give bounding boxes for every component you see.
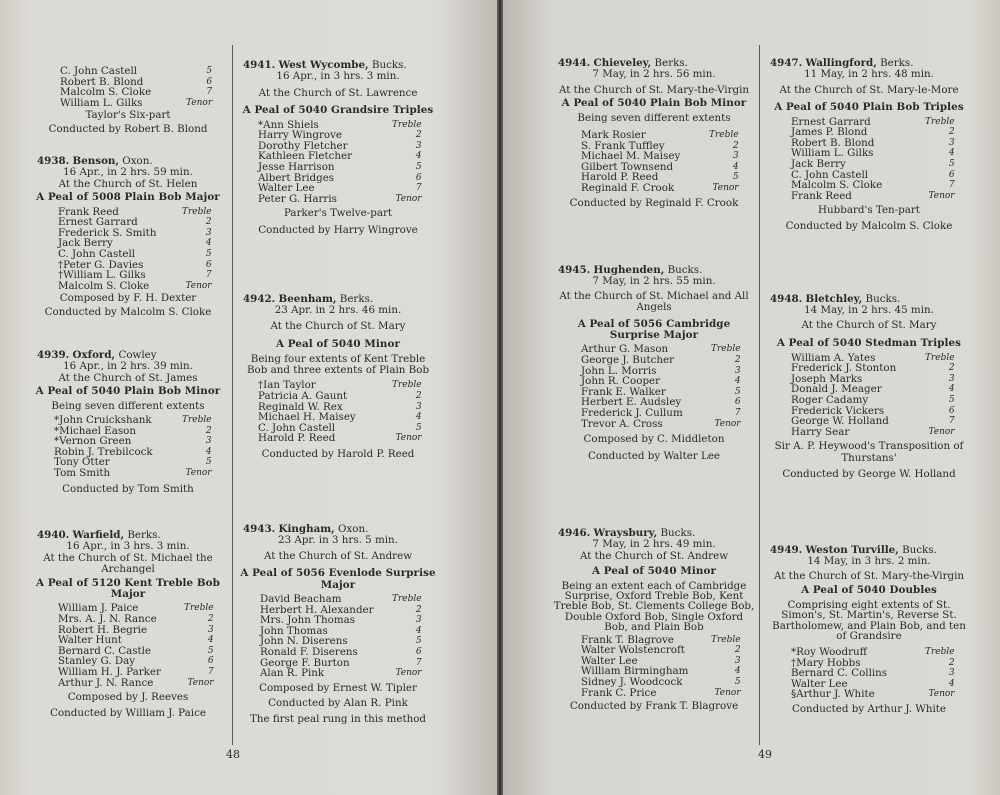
ringer-row: William L. Gilks Tenor: [60, 96, 213, 109]
ringer-row: Reginald F. Crook Tenor: [581, 182, 739, 194]
peal-date: 16 Apr., in 2 hrs. 39 min.: [63, 360, 193, 373]
ringer-row: Harry Sear Tenor: [791, 425, 955, 438]
ringer-list: [58, 603, 214, 688]
ringer-row: William L. Gilks 4: [791, 147, 955, 160]
ringer-row: Malcolm S. Cloke 7: [791, 179, 955, 192]
peal-header: 4942. Beenham, Berks.: [243, 293, 374, 305]
peal-4947: [765, 58, 973, 232]
peal-4938: [32, 156, 224, 318]
peal-header: 4945. Hughenden, Bucks.: [558, 264, 703, 276]
ringer-row: Robert B. Blond 3: [791, 136, 955, 149]
ringer-row: Frederick Vickers 6: [791, 404, 955, 417]
ringer-list: [791, 353, 955, 438]
composer-note: Composed by F. H. Dexter: [59, 292, 197, 305]
conductor-note: Conducted by Malcolm S. Cloke: [785, 219, 953, 232]
peal-church: At the Church of St. Michael and All Angels: [559, 289, 749, 314]
ringer-row: †Mary Hobbs 2: [791, 656, 955, 669]
peal-subtitle: Being seven different extents: [51, 399, 205, 412]
conductor-note: Conducted by Arthur J. White: [791, 702, 947, 715]
ringer-row: Herbert H. Alexander 2: [260, 603, 422, 616]
ringer-list: [791, 647, 955, 700]
peal-subtitle: Being seven different extents: [577, 111, 731, 124]
peal-title: A Peal of 5040 Stedman Triples: [776, 337, 962, 350]
peal-date: 7 May, in 2 hrs. 56 min.: [592, 68, 716, 81]
peal-title: A Peal of 5056 Evenlode Surprise Major: [240, 567, 436, 591]
peal-title: A Peal of 5008 Plain Bob Major: [36, 191, 220, 204]
ringer-row: Tom Smith Tenor: [54, 467, 212, 479]
ringer-row: Mark Rosier Treble: [581, 129, 739, 142]
ringer-row: Jack Berry 5: [791, 158, 955, 170]
ringer-row: Frank C. Price Tenor: [581, 686, 741, 699]
peal-4941: [238, 60, 438, 236]
peal-4943: [238, 524, 438, 725]
composition-note: Taylor's Six-part: [85, 109, 171, 122]
ringer-row: Bernard C. Collins 3: [791, 667, 955, 680]
ringer-row: Michael H. Maisey 4: [258, 411, 422, 424]
ringer-row: Peter G. Harris Tenor: [258, 192, 422, 205]
ringer-row: George F. Burton 7: [260, 656, 422, 669]
ringer-row: †Peter G. Davies 6: [58, 258, 212, 271]
ringer-row: John N. Diserens 5: [260, 635, 422, 648]
ringer-row: Reginald W. Rex 3: [258, 400, 422, 413]
peal-header: 4939. Oxford, Cowley: [37, 349, 157, 361]
composition-note: Sir A. P. Heywood's Transposition of Thurstans': [774, 440, 964, 464]
ringer-row: Roger Cadamy 5: [791, 394, 955, 406]
peal-subtitle: Comprising eight extents of St. Simon's, St. Martin's, Reverse St. Bartholomew, and Plain Bob, and ten of Grandsire: [772, 598, 966, 643]
peal-header: 4948. Bletchley, Bucks.: [770, 293, 901, 305]
composer-note: Composed by J. Reeves: [67, 691, 189, 704]
peal-header: 4947. Wallingford, Berks.: [770, 57, 914, 69]
ringer-row: Trevor A. Cross Tenor: [581, 417, 741, 430]
ringer-row: Robin J. Trebilcock 4: [54, 445, 212, 458]
peal-title: A Peal of 5056 Cambridge Surprise Major: [577, 317, 731, 342]
peal-4945: [553, 265, 755, 462]
peal-church: At the Church of St. Andrew: [263, 549, 413, 562]
ringer-row: John L. Morris 3: [581, 364, 741, 377]
peal-4940: [32, 530, 224, 719]
peal-4949: [765, 545, 973, 715]
ringer-row: Frank T. Blagrove Treble: [581, 633, 741, 646]
peal-date: 16 Apr., in 2 hrs. 59 min.: [63, 166, 193, 179]
peal-4942: [238, 294, 438, 460]
ringer-row: Ronald F. Diserens 6: [260, 646, 422, 658]
ringer-row: William A. Yates Treble: [791, 351, 955, 364]
peal-date: 11 May, in 2 hrs. 48 min.: [804, 68, 934, 81]
ringer-row: Walter Lee 7: [258, 182, 422, 195]
peal-continued: [32, 66, 224, 135]
ringer-row: Stanley G. Day 6: [58, 655, 214, 668]
ringer-row: Robert B. Blond 6: [60, 75, 213, 88]
ringer-row: John R. Cooper 4: [581, 375, 741, 388]
ringer-row: George W. Holland 7: [791, 415, 955, 428]
method-note: The first peal rung in this method: [249, 712, 427, 725]
conductor-note: Conducted by Alan R. Pink: [268, 697, 408, 710]
ringer-row: Walter Wolstencroft 2: [581, 644, 741, 657]
ringer-list: [581, 344, 741, 429]
ringer-row: George J. Butcher 2: [581, 354, 741, 367]
peal-4946: [553, 528, 755, 713]
column-rule: [759, 45, 760, 745]
ringer-row: Patricia A. Gaunt 2: [258, 390, 422, 403]
peal-4948: [765, 294, 973, 481]
left-page: [0, 0, 497, 795]
peal-header: 4949. Weston Turville, Bucks.: [770, 544, 937, 556]
composition-note: Hubbard's Ten-part: [818, 204, 920, 217]
ringer-list: [58, 207, 212, 292]
conductor-note: Conducted by Malcolm S. Cloke: [44, 305, 212, 318]
ringer-row: Frank E. Walker 5: [581, 385, 741, 398]
ringer-row: William J. Paice Treble: [58, 602, 214, 615]
ringer-row: Frederick J. Cullum 7: [581, 407, 741, 419]
conductor-note: Conducted by Tom Smith: [62, 482, 194, 495]
ringer-list: [258, 120, 422, 205]
composer-note: Composed by Ernest W. Tipler: [259, 681, 417, 694]
ringer-row: Ernest Garrard 2: [58, 216, 212, 229]
peal-header: 4940. Warfield, Berks.: [37, 529, 161, 541]
peal-title: A Peal of 5040 Minor: [276, 338, 400, 351]
peal-date: 23 Apr. in 2 hrs. 46 min.: [274, 304, 402, 317]
ringer-row: Jack Berry 4: [58, 237, 212, 250]
column-rule: [232, 45, 233, 745]
page-number-left: 48: [226, 748, 240, 761]
peal-date: 14 May, in 2 hrs. 45 min.: [804, 304, 934, 317]
ringer-row: Frederick J. Stonton 2: [791, 362, 955, 375]
ringer-row: Harold P. Reed Tenor: [258, 432, 422, 445]
ringer-row: C. John Castell 5: [58, 248, 212, 260]
conductor-note: Conducted by William J. Paice: [50, 706, 206, 719]
conductor-note: Conducted by Reginald F. Crook: [569, 196, 739, 209]
ringer-row: *Michael Eason 2: [54, 424, 212, 437]
ringer-row: Michael M. Maisey 3: [581, 150, 739, 163]
ringer-row: *Ann Shiels Treble: [258, 118, 422, 131]
peal-date: 14 May, in 3 hrs. 2 min.: [807, 555, 931, 568]
conductor-note: Conducted by Frank T. Blagrove: [569, 700, 739, 713]
ringer-row: James P. Blond 2: [791, 126, 955, 139]
peal-date: 23 Apr. in 3 hrs. 5 min.: [278, 534, 398, 547]
ringer-row: John Thomas 4: [260, 624, 422, 637]
ringer-list: [258, 380, 422, 444]
ringer-row: Frederick S. Smith 3: [58, 226, 212, 239]
ringer-row: *Roy Woodruff Treble: [791, 646, 955, 658]
ringer-row: C. John Castell 5: [258, 421, 422, 434]
conductor-note: Conducted by Walter Lee: [587, 449, 721, 462]
ringer-row: Gilbert Townsend 4: [581, 160, 739, 173]
right-page: [503, 0, 1000, 795]
ringer-row: Frank Reed Treble: [58, 205, 212, 218]
ringer-row: David Beacham Treble: [260, 593, 422, 606]
peal-date: 16 Apr., in 3 hrs. 3 min.: [66, 540, 190, 553]
ringer-row: Harold P. Reed 5: [581, 171, 739, 184]
ringer-row: Harry Wingrove 2: [258, 129, 422, 142]
ringer-row: Walter Lee 3: [581, 654, 741, 667]
peal-church: At the Church of St. James: [58, 371, 198, 384]
conductor-note: Conducted by George W. Holland: [782, 468, 956, 481]
peal-church: At the Church of St. Mary-the-Virgin: [558, 83, 750, 96]
ringer-row: William H. J. Parker 7: [58, 666, 214, 678]
ringer-row: S. Frank Tuffley 2: [581, 139, 739, 152]
ringer-row: Tony Otter 5: [54, 456, 212, 469]
ringer-row: Albert Bridges 6: [258, 171, 422, 184]
peal-church: At the Church of St. Andrew: [579, 549, 729, 562]
peal-4944: [553, 58, 755, 209]
peal-church: At the Church of St. Mary-the-Virgin: [773, 569, 965, 582]
peal-church: At the Church of St. Lawrence: [258, 86, 418, 99]
ringer-row: Robert H. Begrie 3: [58, 623, 214, 636]
ringer-row: Malcolm S. Cloke 7: [60, 86, 213, 99]
peal-date: 7 May, in 2 hrs. 49 min.: [592, 538, 716, 551]
ringer-row: Arthur G. Mason Treble: [581, 343, 741, 356]
peal-4939: [32, 350, 224, 495]
peal-title: A Peal of 5040 Plain Bob Triples: [774, 101, 964, 114]
ringer-row: Walter Lee 4: [791, 677, 955, 690]
ringer-row: *John Cruickshank Treble: [54, 414, 212, 427]
ringer-row: *Vernon Green 3: [54, 435, 212, 448]
peal-title: A Peal of 5040 Plain Bob Minor: [561, 97, 747, 110]
conductor-note: Conducted by Harold P. Reed: [261, 448, 415, 460]
page-number-right: 49: [758, 748, 772, 761]
ringer-row: Herbert E. Audsley 6: [581, 396, 741, 409]
peal-church: At the Church of St. Mary: [270, 319, 406, 332]
peal-title: A Peal of 5040 Grandsire Triples: [242, 104, 434, 117]
ringer-row: Dorothy Fletcher 3: [258, 139, 422, 152]
ringer-list: [60, 66, 212, 108]
peal-title: A Peal of 5120 Kent Treble Bob Major: [36, 576, 220, 601]
ringer-row: †William L. Gilks 7: [58, 269, 212, 282]
ringer-list: [791, 117, 955, 202]
ringer-row: §Arthur J. White Tenor: [791, 688, 955, 701]
ringer-row: Bernard C. Castle 5: [58, 644, 214, 657]
peal-date: 16 Apr., in 3 hrs. 3 min.: [276, 70, 400, 83]
ringer-row: Mrs. A. J. N. Rance 2: [58, 613, 214, 626]
peal-title: A Peal of 5040 Doubles: [801, 584, 937, 597]
ringer-row: Jesse Harrison 5: [258, 161, 422, 173]
peal-church: At the Church of St. Mary: [801, 318, 937, 331]
ringer-row: Kathleen Fletcher 4: [258, 150, 422, 163]
conductor-note: Conducted by Harry Wingrove: [258, 223, 418, 236]
ringer-row: Sidney J. Woodcock 5: [581, 676, 741, 689]
ringer-row: Malcolm S. Cloke Tenor: [58, 279, 212, 292]
ringer-row: Arthur J. N. Rance Tenor: [58, 676, 214, 689]
ringer-row: C. John Castell 6: [791, 168, 955, 181]
peal-header: 4946. Wraysbury, Bucks.: [558, 527, 696, 539]
peal-church: At the Church of St. Helen: [58, 177, 198, 190]
ringer-row: †Ian Taylor Treble: [258, 379, 422, 392]
peal-header: 4941. West Wycombe, Bucks.: [243, 59, 407, 71]
composition-note: Parker's Twelve-part: [283, 207, 393, 220]
peal-header: 4944. Chieveley, Berks.: [558, 57, 688, 69]
composer-note: Composed by C. Middleton: [583, 433, 725, 446]
ringer-row: Mrs. John Thomas 3: [260, 614, 422, 627]
peal-church: At the Church of St. Mary-le-More: [779, 83, 959, 96]
ringer-list: [54, 415, 212, 479]
peal-title: A Peal of 5040 Plain Bob Minor: [35, 385, 221, 398]
peal-subtitle: Being an extent each of Cambridge Surprise, Oxford Treble Bob, Kent Treble Bob, St. Clements College Bob, Double Oxford Bob, Single Oxford Bob, and Plain Bob: [553, 579, 755, 634]
ringer-row: Donald J. Meager 4: [791, 383, 955, 396]
ringer-row: Alan R. Pink Tenor: [260, 667, 422, 680]
ringer-row: William Birmingham 4: [581, 665, 741, 678]
peal-church: At the Church of St. Michael the Archangel: [43, 551, 213, 576]
ringer-row: Joseph Marks 3: [791, 372, 955, 385]
peal-title: A Peal of 5040 Minor: [592, 565, 716, 578]
peal-header: 4943. Kingham, Oxon.: [243, 523, 369, 535]
ringer-row: Frank Reed Tenor: [791, 189, 955, 202]
ringer-row: Walter Hunt 4: [58, 634, 214, 647]
peal-subtitle: Being four extents of Kent Treble Bob and three extents of Plain Bob: [246, 352, 430, 377]
ringer-list: [260, 594, 422, 679]
ringer-list: [581, 635, 741, 699]
ringer-row: C. John Castell 5: [60, 65, 213, 77]
peal-date: 7 May, in 2 hrs. 55 min.: [592, 275, 716, 288]
peal-header: 4938. Benson, Oxon.: [37, 155, 153, 167]
conductor-note: Conducted by Robert B. Blond: [48, 122, 208, 135]
ringer-list: [581, 130, 739, 194]
ringer-row: Ernest Garrard Treble: [791, 115, 955, 128]
